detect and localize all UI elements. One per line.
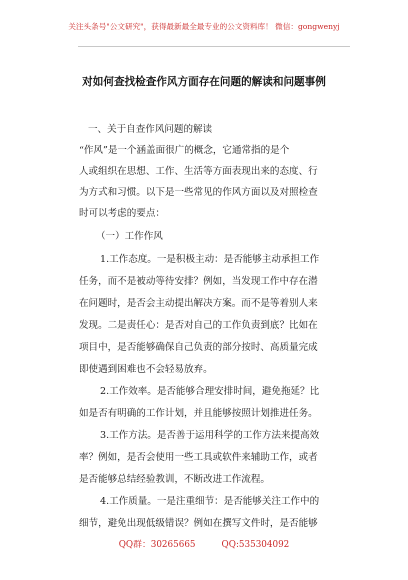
paragraph-line: 发现。二是责任心：是否对自己的工作负责到底？比如在 <box>79 320 318 331</box>
paragraph-line: 即使遇到困难也不会轻易放弃。 <box>79 364 213 375</box>
qq-number: QQ:535304092 <box>221 540 290 550</box>
paragraph-line: 时可以考虑的要点： <box>79 208 165 219</box>
paragraph-line: 如是否有明确的工作计划，并且能够按照计划推进任务。 <box>79 408 318 419</box>
paragraph-line: 任务，而不是被动等待安排？例如，当发现工作中存在潜 <box>79 276 318 287</box>
header-banner: 关注头条号"公文研究"，获得最新最全最专业的公文资料库！ 微信：gongwenyj <box>68 22 340 31</box>
section-heading: 一、关于自查作风问题的解读 <box>88 124 213 135</box>
paragraph-line: 细节，避免出现低级错误？例如在撰写文件时，是否能够 <box>79 518 318 529</box>
qq-group-number: QQ群：30265665 <box>118 540 196 550</box>
document-title: 对如何查找检查作风方面存在问题的解读和问题事例 <box>82 76 326 88</box>
paragraph-line: 1.工作态度。一是积极主动：是否能够主动承担工作 <box>100 254 320 265</box>
paragraph-line: “作风”是一个涵盖面很广的概念，它通常指的是个 <box>79 145 290 156</box>
paragraph-line: 3.工作方法。是否善于运用科学的工作方法来提高效 <box>100 430 320 441</box>
paragraph-line: 4.工作质量。一是注重细节：是否能够关注工作中的 <box>100 496 320 507</box>
paragraph-line: 项目中，是否能够确保自己负责的部分按时、高质量完成 <box>79 342 318 353</box>
paragraph-line: 人或组织在思想、工作、生活等方面表现出来的态度、行 <box>79 166 318 177</box>
header-divider <box>78 46 350 47</box>
paragraph-line: 率？例如，是否会使用一些工具或软件来辅助工作，或者 <box>79 452 318 463</box>
footer-contact <box>0 537 408 550</box>
paragraph-line: 为方式和习惯。以下是一些常见的作风方面以及对照检查 <box>79 187 318 198</box>
paragraph-line: 2.工作效率。是否能够合理安排时间，避免拖延？比 <box>100 386 320 397</box>
paragraph-line: 是否能够总结经验教训，不断改进工作流程。 <box>79 474 270 485</box>
subsection-heading: （一）工作作风 <box>96 231 163 242</box>
paragraph-line: 在问题时，是否会主动提出解决方案。而不是等着别人来 <box>79 298 318 309</box>
